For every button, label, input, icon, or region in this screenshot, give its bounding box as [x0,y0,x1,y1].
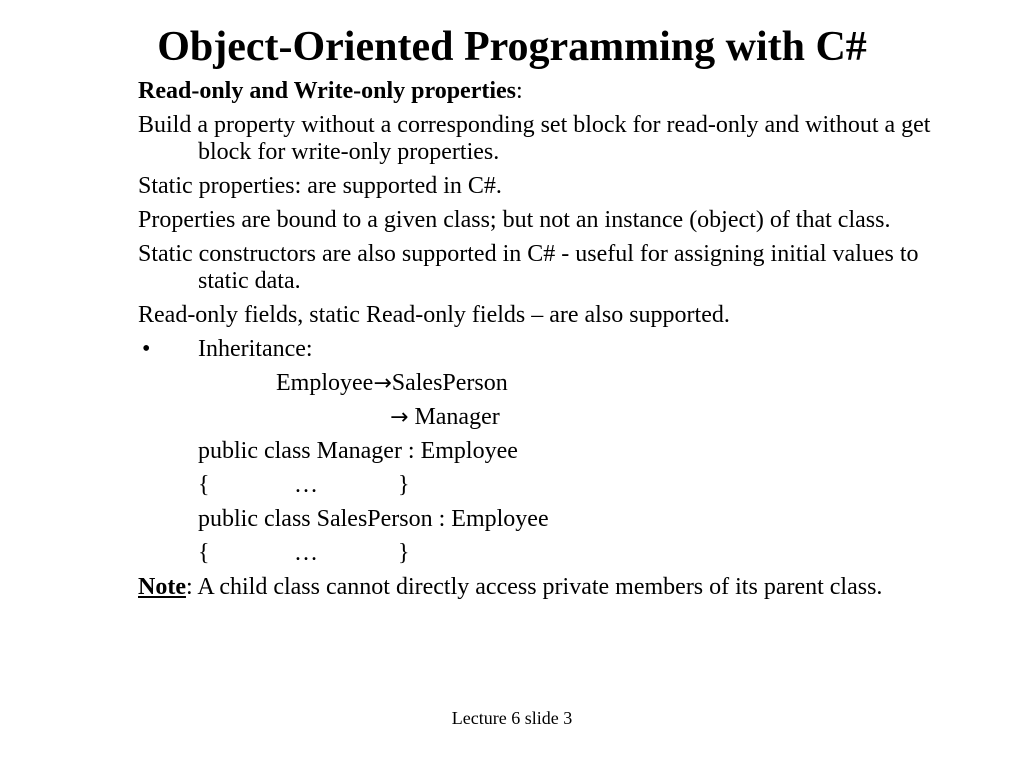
hierarchy-child-manager: Manager [414,404,500,430]
subtitle-line [138,78,938,105]
note-label: Note [138,574,186,600]
ellipsis: … [294,472,318,498]
close-brace: } [398,472,410,498]
bullet-text: Inheritance: [198,336,313,362]
right-arrow-icon: → [390,405,409,430]
paragraph-static-constructors: Static constructors are also supported in C# - useful for assigning initial values to static data. [138,241,919,294]
paragraph-bound-to-class: Properties are bound to a given class; but not an instance (object) of that class. [138,207,891,233]
paragraph-readonly-fields: Read-only fields, static Read-only fields – are also supported. [138,302,730,328]
slide-body [138,78,938,608]
note-paragraph [138,574,938,601]
right-arrow-icon: → [373,371,392,396]
note-text: : A child class cannot directly access private members of its parent class. [185,574,883,600]
code-line-manager: public class Manager : Employee [198,438,518,464]
subtitle: Read-only and Write-only properties [138,78,517,104]
paragraph-readonly-writeonly: Build a property without a corresponding set block for read-only and without a get block for write-only properties. [138,112,931,165]
bullet-inheritance [138,336,938,363]
open-brace: { [198,540,210,566]
code-braces-salesperson [138,540,938,567]
hierarchy-child-salesperson: SalesPerson [391,370,508,396]
hierarchy-line-2 [138,404,938,431]
slide-title: Object-Oriented Programming with C# [157,24,867,70]
open-brace: { [198,472,210,498]
close-brace: } [398,540,410,566]
subtitle-colon: : [516,78,523,104]
hierarchy-parent: Employee [276,370,374,396]
slide-footer: Lecture 6 slide 3 [451,708,573,728]
ellipsis: … [294,540,318,566]
code-line-salesperson: public class SalesPerson : Employee [198,506,549,532]
bullet-marker: • [142,336,151,362]
hierarchy-line-1 [138,370,938,397]
code-braces-manager [138,472,938,499]
paragraph-static-properties: Static properties: are supported in C#. [138,173,502,199]
